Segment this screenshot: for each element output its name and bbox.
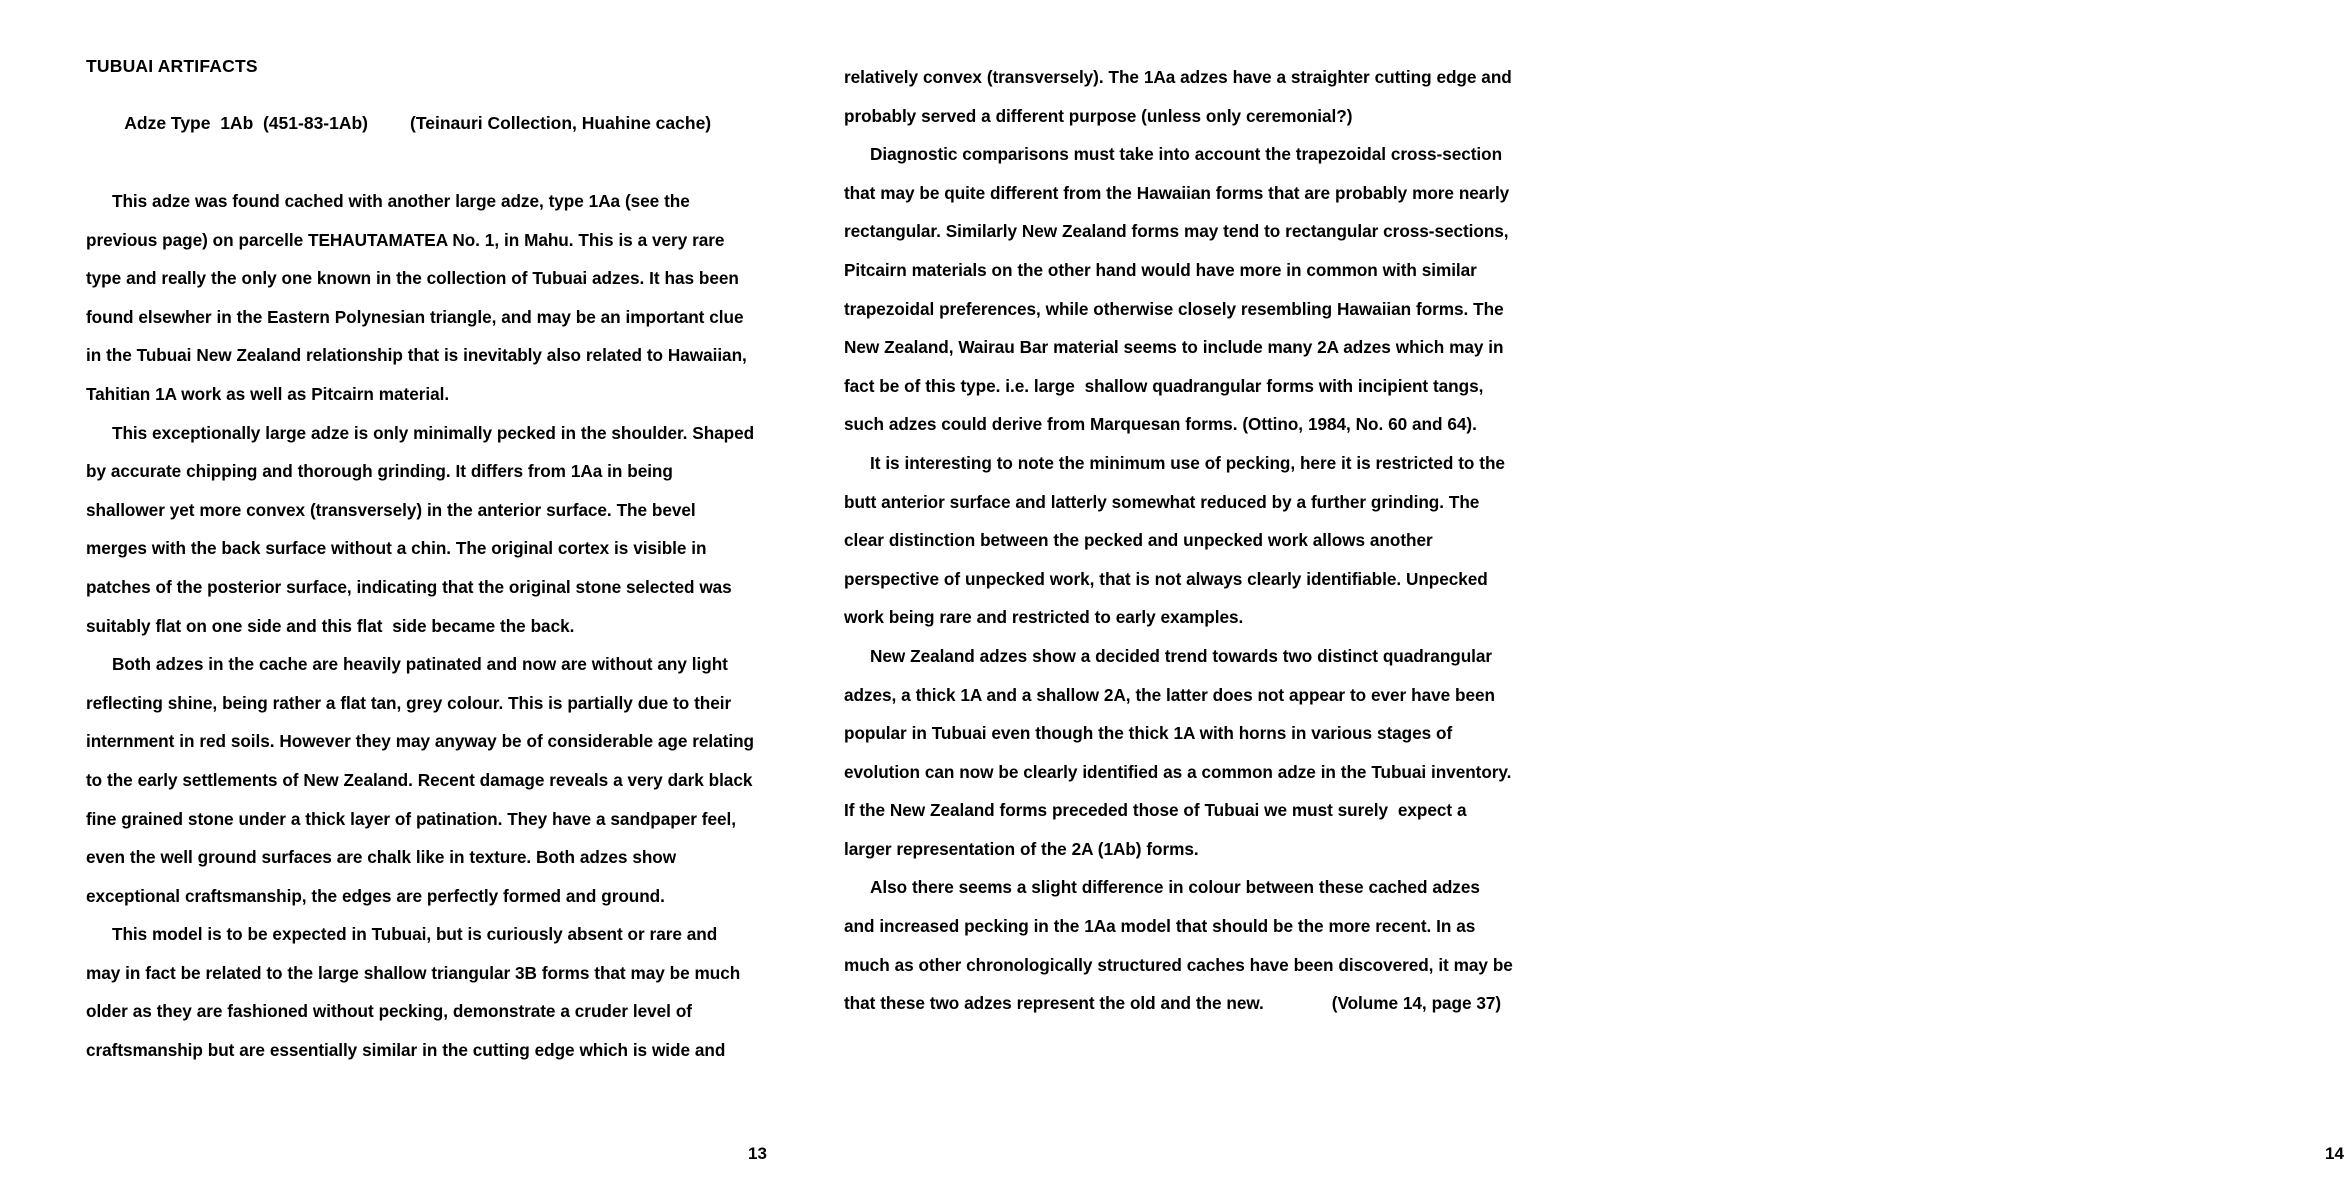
- collection-note: (Teinauri Collection, Huahine cache): [410, 113, 712, 133]
- paragraph: This adze was found cached with another large adze, type 1Aa (see the previous page) on parcelle TEHAUTAMATEA No. 1, in Mahu. This is a very rare type and really the only one known in the collection of Tubuai adzes. It has been found elsewher in the Eastern Polynesian triangle, and may be an important clue in the Tubuai New Zealand relationship that is inevitably also related to Hawaiian, Tahitian 1A work as well as Pitcairn material.: [86, 191, 752, 404]
- page-right: [840, 0, 2344, 1200]
- page-number-right: 14: [2325, 1144, 2344, 1163]
- paragraph: This exceptionally large adze is only minimally pecked in the shoulder. Shaped by accurate chipping and thorough grinding. It differs from 1Aa in being shallower yet more convex (transversely) in the anterior surface. The bevel merges with the back surface without a chin. The original cortex is visible in patches of the posterior surface, indicating that the original stone selected was suitably flat on one side and this flat side became the back.: [86, 422, 760, 636]
- paragraph-with-volume-note: [844, 868, 1518, 1022]
- volume-note: (Volume 14, page 37): [1331, 993, 1502, 1014]
- paragraph: relatively convex (transversely). The 1Aa adzes have a straighter cutting edge and probably served a different purpose (unless only ceremonial?): [844, 67, 1517, 126]
- paragraph: It is interesting to note the minimum use of pecking, here it is restricted to the butt anterior surface and latterly somewhat reduced by a further grinding. The clear distinction between the pecked and unpecked work allows another perspective of unpecked work, that is not always clearly identifiable. Unpecked work being rare and restricted to early examples.: [844, 452, 1510, 628]
- paragraph: New Zealand adzes show a decided trend towards two distinct quadrangular adzes, a thick 1A and a shallow 2A, the latter does not appear to ever have been popular in Tubuai even though the thick 1A with horns in various stages of evolution can now be clearly identified as a common adze in the Tubuai inventory. If the New Zealand forms preceded those of Tubuai we must surely expect a larger representation of the 2A (1Ab) forms.: [844, 645, 1517, 859]
- paragraph-text: Also there seems a slight difference in colour between these cached adzes and increased pecking in the 1Aa model that should be the more recent. In as much as other chronologically structured caches have been discovered, it may be that these two adzes represent the old and the new.: [844, 877, 1518, 1014]
- page-left: [0, 0, 840, 1200]
- adze-type-label: Adze Type 1Ab (451-83-1Ab): [124, 113, 369, 133]
- page-number-left: 13: [748, 1144, 767, 1163]
- page-title: TUBUAI ARTIFACTS: [86, 56, 258, 76]
- paragraph: Both adzes in the cache are heavily patinated and now are without any light reflecting shine, being rather a flat tan, grey colour. This is partially due to their internment in red soils. However they may anyway be of considerable age relating to the early settlements of New Zealand. Recent damage reveals a very dark black fine grained stone under a thick layer of patination. They have a sandpaper feel, even the well ground surfaces are chalk like in texture. Both adzes show exceptional craftsmanship, the edges are perfectly formed and ground.: [86, 654, 759, 906]
- page-left-content: [86, 56, 760, 1130]
- paragraph: This model is to be expected in Tubuai, but is curiously absent or rare and may in fact be related to the large shallow triangular 3B forms that may be much older as they are fashioned without pecking, demonstrate a cruder level of craftsmanship but are essentially similar in the cutting edge which is wide and: [86, 924, 746, 1061]
- adze-type-line: [86, 98, 756, 151]
- paragraph: Diagnostic comparisons must take into account the trapezoidal cross-section that may be quite different from the Hawaiian forms that are probably more nearly rectangular. Similarly New Zealand forms may tend to rectangular cross-sections, Pitcairn materials on the other hand would have more in common with similar trapezoidal preferences, while otherwise closely resembling Hawaiian forms. The New Zealand, Wairau Bar material seems to include many 2A adzes which may in fact be of this type. i.e. large shallow quadrangular forms with incipient tangs, such adzes could derive from Marquesan forms. (Ottino, 1984, No. 60 and 64).: [844, 144, 1515, 435]
- page-right-content: [840, 58, 1518, 1130]
